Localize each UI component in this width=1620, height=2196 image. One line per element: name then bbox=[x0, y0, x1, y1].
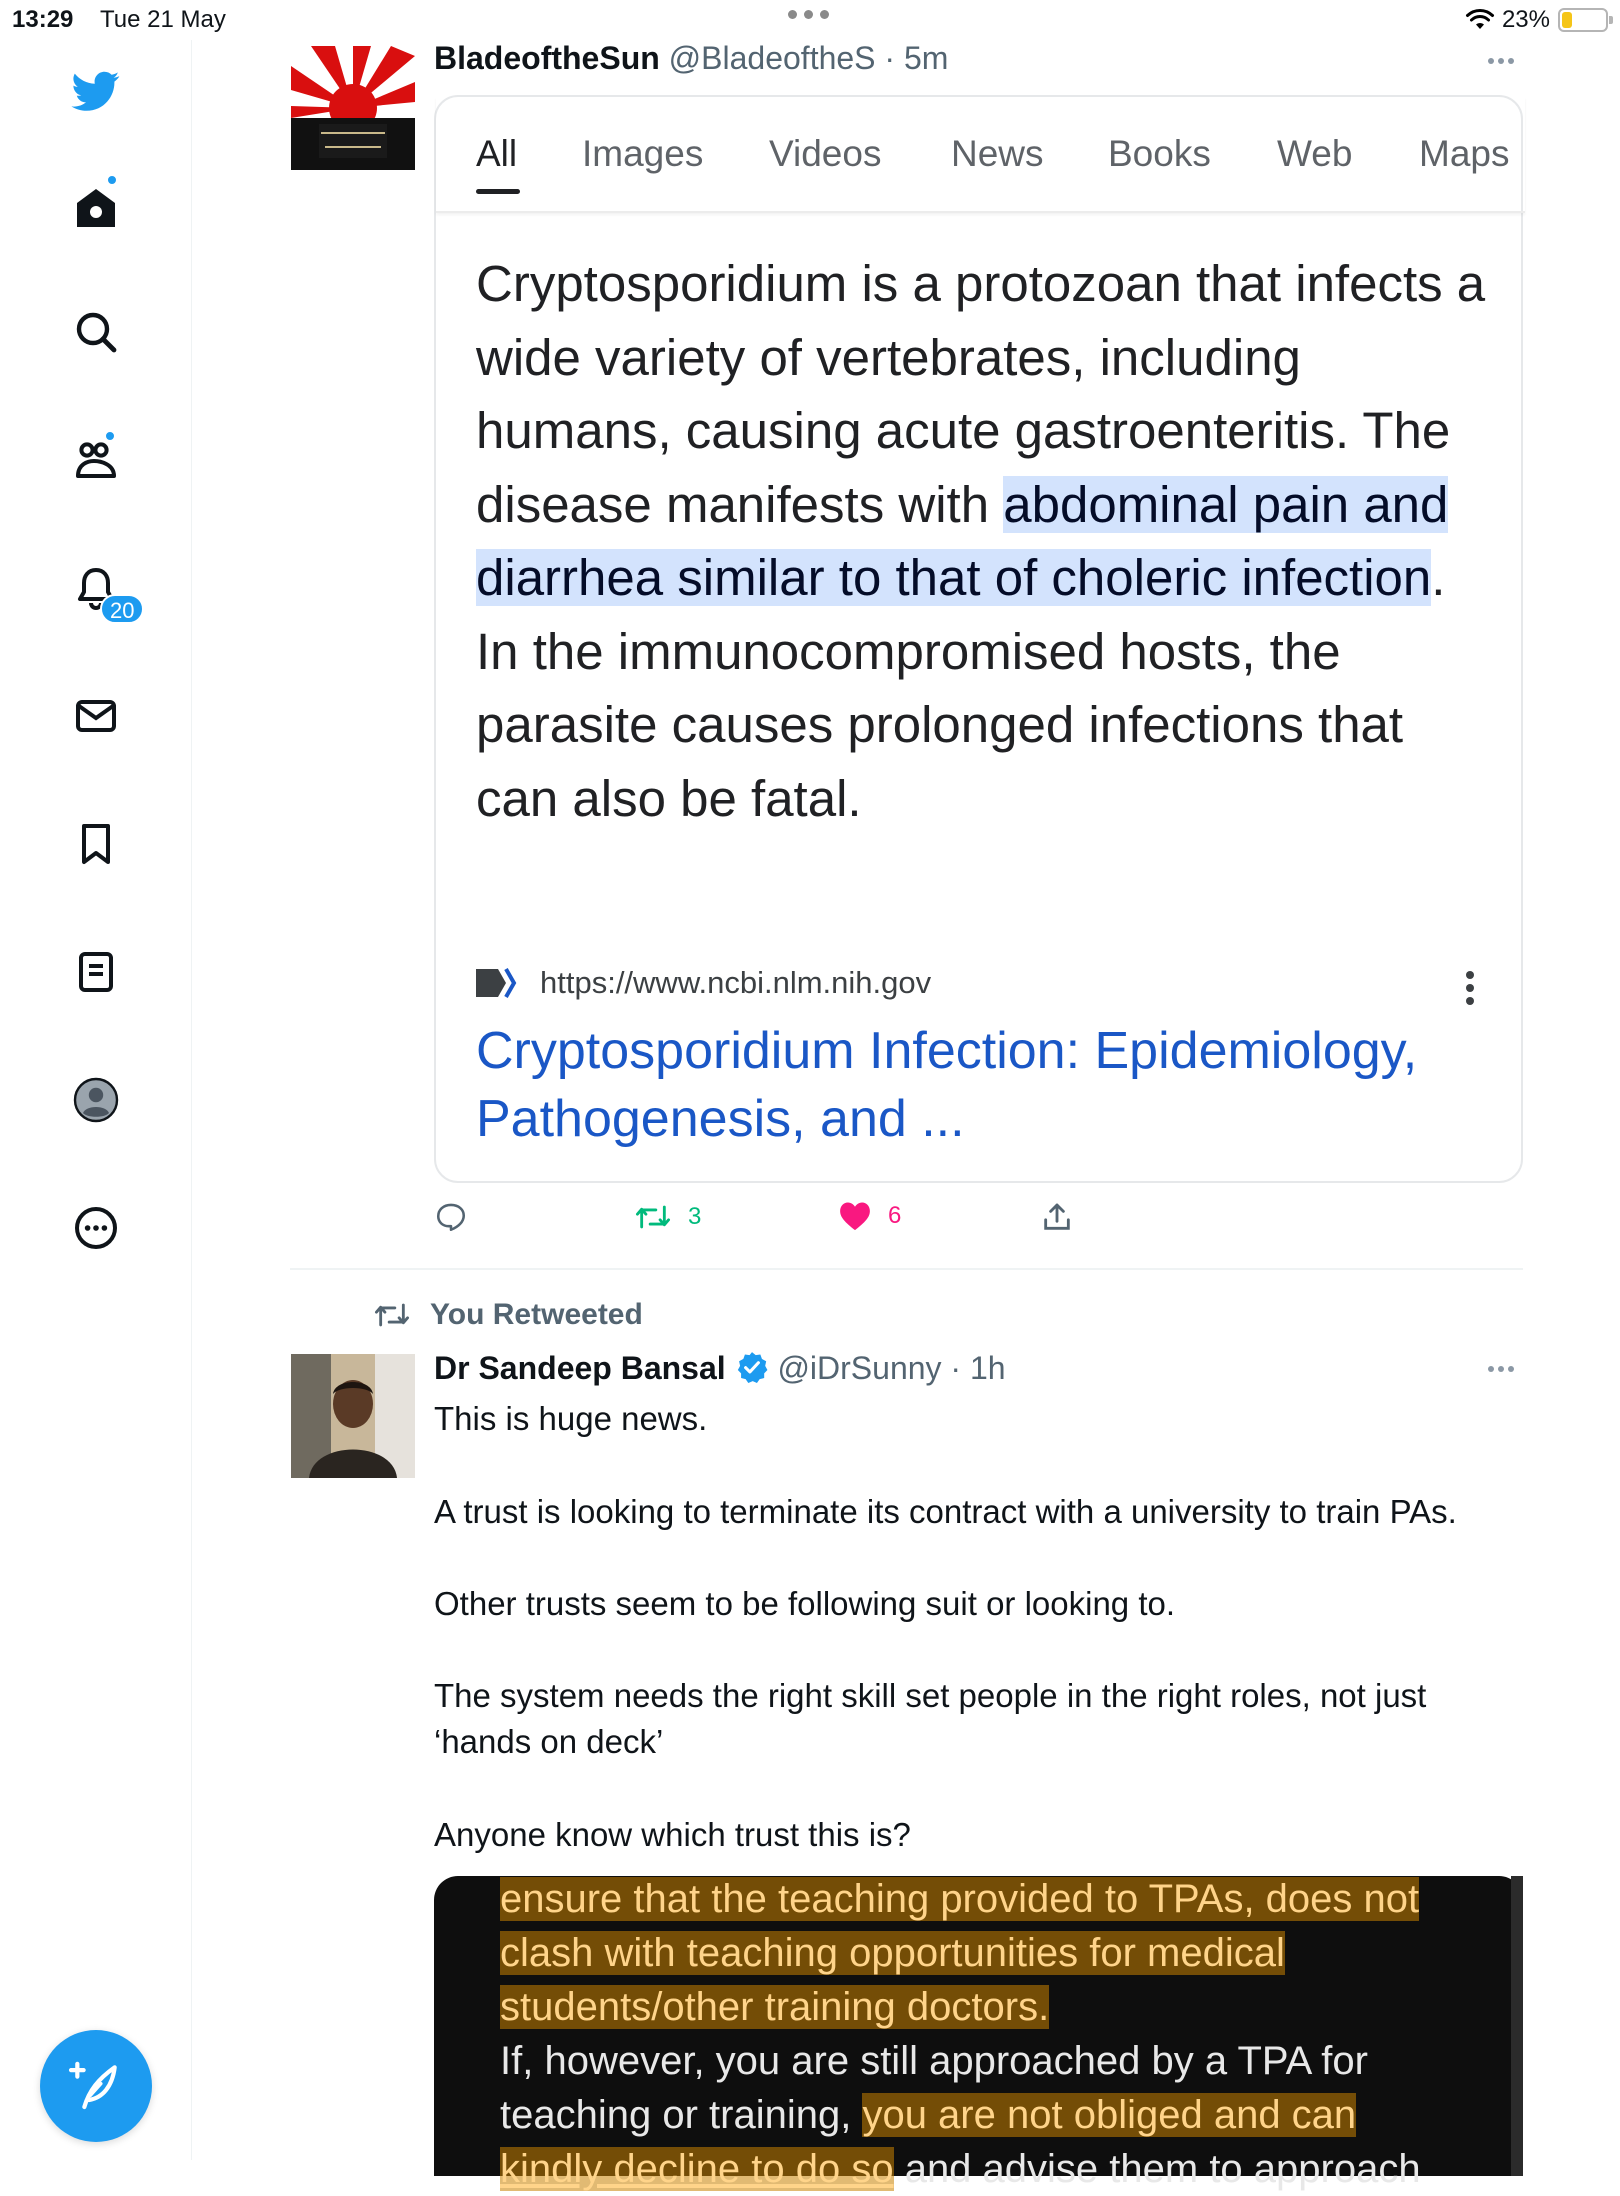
tweet-divider bbox=[290, 1268, 1523, 1270]
active-tab-indicator bbox=[476, 189, 520, 194]
retweet-small-icon bbox=[372, 1298, 412, 1332]
tab-all[interactable]: All bbox=[476, 133, 518, 174]
mail-icon[interactable] bbox=[66, 686, 126, 746]
wifi-icon bbox=[1466, 9, 1494, 31]
retweeted-label[interactable] bbox=[372, 1298, 643, 1332]
home-icon[interactable] bbox=[66, 178, 126, 238]
bird-icon[interactable] bbox=[66, 60, 126, 120]
status-time: 13:29 bbox=[12, 6, 74, 33]
tweet2-more-icon[interactable] bbox=[1488, 1366, 1514, 1372]
snippet-text-end: . In the immunocompromised hosts, the parasite causes prolonged infections that can also be fatal. bbox=[476, 549, 1446, 827]
media-line: and advise them to approach bbox=[893, 2147, 1421, 2191]
tweet1-handle[interactable]: @BladeoftheS bbox=[668, 40, 876, 76]
retweet-icon bbox=[634, 1200, 672, 1234]
share-icon bbox=[1040, 1200, 1074, 1234]
tab-web[interactable]: Web bbox=[1277, 133, 1353, 174]
tweet2-handle[interactable]: @iDrSunny bbox=[777, 1350, 942, 1386]
tweet2-text-line: Other trusts seem to be following suit or looking to. bbox=[434, 1585, 1176, 1622]
tweet1-image-card[interactable] bbox=[434, 95, 1523, 1183]
media-line: teaching or training, bbox=[500, 2093, 863, 2137]
verified-badge-icon bbox=[735, 1350, 769, 1384]
kebab-menu-icon bbox=[1466, 971, 1474, 1005]
home-unread-dot bbox=[106, 174, 118, 186]
tab-maps[interactable]: Maps bbox=[1419, 133, 1510, 174]
tab-images[interactable]: Images bbox=[582, 133, 704, 174]
tweet2-author-name[interactable]: Dr Sandeep Bansal bbox=[434, 1350, 726, 1386]
media-edge bbox=[1511, 1876, 1523, 2176]
tweet1-header bbox=[434, 40, 948, 77]
status-date: Tue 21 May bbox=[100, 6, 226, 33]
multitasking-dots[interactable] bbox=[788, 10, 829, 19]
heart-filled-icon bbox=[838, 1200, 872, 1232]
battery-percent: 23% bbox=[1501, 6, 1550, 33]
list-icon[interactable] bbox=[66, 942, 126, 1002]
tweet1-more-icon[interactable] bbox=[1488, 58, 1514, 64]
snippet-text: Cryptosporidium is a protozoan that infects a wide variety of vertebrates, including humans, causing acute gastroenteritis. The disease manifests with bbox=[476, 255, 1486, 533]
tab-books[interactable]: Books bbox=[1108, 133, 1211, 174]
sidebar-nav bbox=[0, 40, 192, 2160]
reply-button[interactable] bbox=[434, 1200, 468, 1234]
tweet1-author-name[interactable]: BladeoftheSun bbox=[434, 40, 660, 76]
reply-icon bbox=[434, 1200, 468, 1234]
tab-videos[interactable]: Videos bbox=[769, 133, 882, 174]
tweet2-text-line: Anyone know which trust this is? bbox=[434, 1816, 911, 1853]
status-right bbox=[1466, 6, 1608, 34]
tweet2-text-line: The system needs the right skill set people in the right roles, not just ‘hands on deck’ bbox=[434, 1677, 1427, 1760]
avatar-bladeofthesun[interactable] bbox=[291, 46, 415, 170]
compose-button[interactable] bbox=[40, 2030, 152, 2142]
more-circle-icon[interactable] bbox=[66, 1198, 126, 1258]
share-button[interactable] bbox=[1040, 1200, 1074, 1234]
communities-unread-dot bbox=[104, 430, 116, 442]
tweet2-time[interactable]: · 1h bbox=[950, 1350, 1006, 1386]
snippet-highlight: abdominal pain and diarrhea similar to that of choleric infection bbox=[476, 475, 1449, 606]
notifications-badge: 20 bbox=[100, 594, 144, 624]
bookmark-icon[interactable] bbox=[66, 814, 126, 874]
result-title-link: Cryptosporidium Infection: Epidemiology, Pathogenesis, and ... bbox=[476, 1022, 1418, 1148]
search-icon[interactable] bbox=[66, 302, 126, 362]
tab-news[interactable]: News bbox=[951, 133, 1044, 174]
like-button[interactable] bbox=[838, 1200, 901, 1232]
media-line: kindly decline to do so bbox=[500, 2147, 894, 2191]
retweet-count: 3 bbox=[688, 1203, 702, 1230]
search-tabs bbox=[436, 97, 1525, 213]
retweeted-text: You Retweeted bbox=[430, 1298, 643, 1331]
tweet2-text-line: This is huge news. bbox=[434, 1400, 708, 1437]
media-line: ensure that the teaching provided to TPAs, does not bbox=[500, 1877, 1420, 1921]
search-snippet bbox=[476, 247, 1486, 835]
media-line: you are not obliged and can bbox=[862, 2093, 1357, 2137]
profile-icon[interactable] bbox=[66, 1070, 126, 1130]
communities-icon[interactable] bbox=[66, 430, 126, 490]
avatar-drsandeepbansal[interactable] bbox=[291, 1354, 415, 1478]
feather-plus-icon bbox=[68, 2058, 124, 2114]
site-favicon-icon bbox=[476, 967, 520, 1003]
media-line: students/other training doctors. bbox=[500, 1985, 1050, 2029]
tweet2-media-image[interactable] bbox=[434, 1876, 1523, 2191]
status-bar bbox=[0, 0, 1620, 40]
tweet2-text-line: A trust is looking to terminate its contract with a university to train PAs. bbox=[434, 1493, 1457, 1530]
battery-icon bbox=[1558, 8, 1608, 32]
retweet-button[interactable] bbox=[634, 1200, 701, 1234]
media-line: If, however, you are still approached by a TPA for bbox=[500, 2039, 1368, 2083]
tweet2-header bbox=[434, 1350, 1006, 1387]
result-site-row bbox=[476, 963, 1486, 1003]
media-line: clash with teaching opportunities for medical bbox=[500, 1931, 1285, 1975]
media-screenshot-text bbox=[500, 1872, 1500, 2196]
like-count: 6 bbox=[888, 1202, 902, 1229]
result-url: https://www.ncbi.nlm.nih.gov bbox=[540, 965, 932, 1000]
tweet1-time[interactable]: · 5m bbox=[884, 40, 949, 76]
